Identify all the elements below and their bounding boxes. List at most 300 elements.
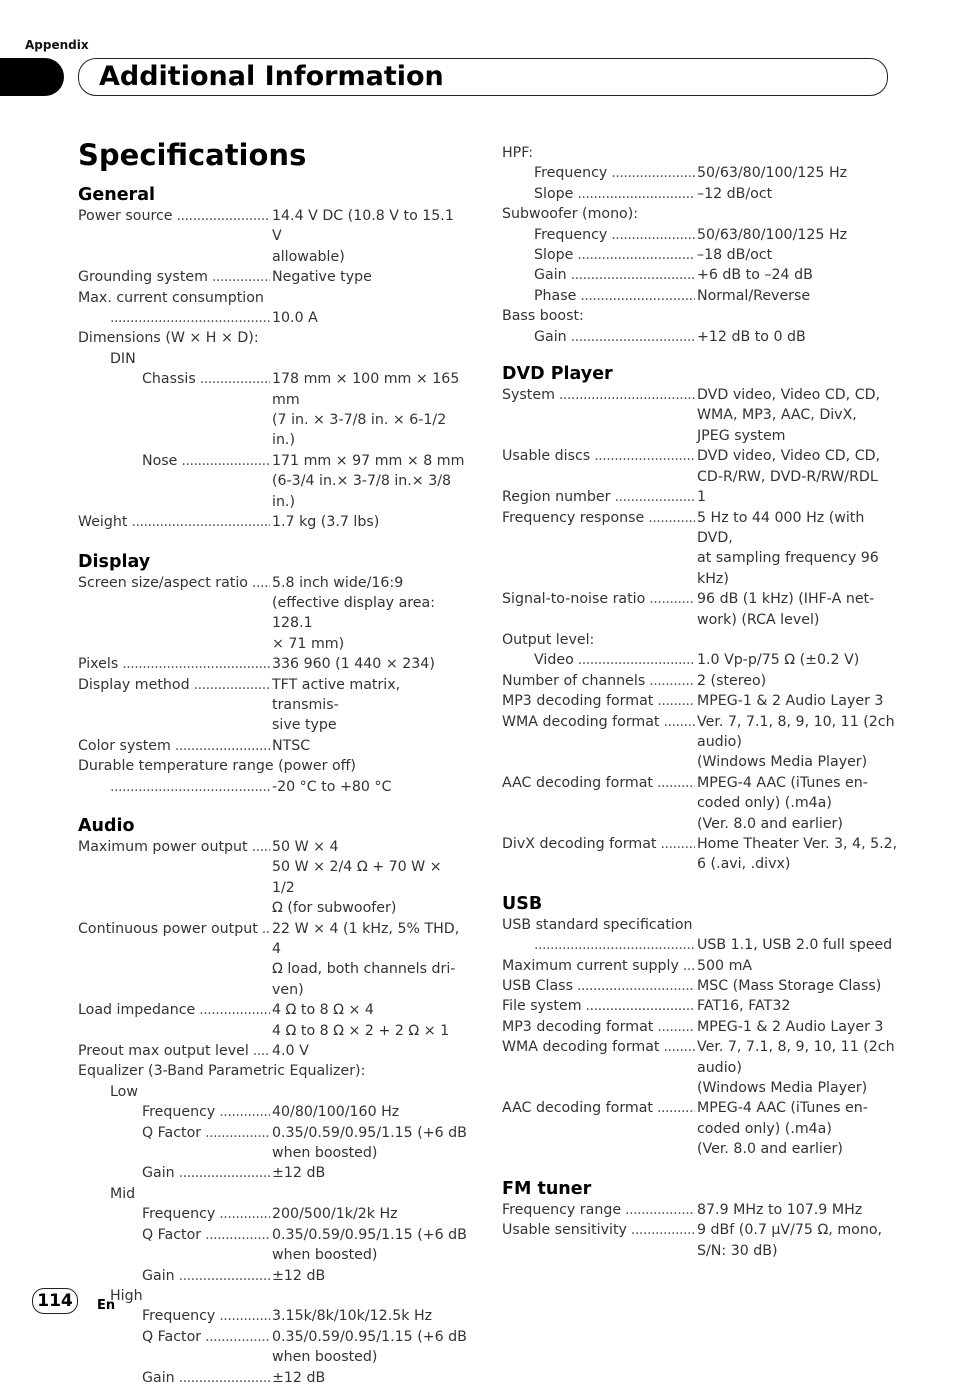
spec-value-line: × 71 mm): [272, 635, 345, 652]
spec-label-text: Gain: [142, 1369, 175, 1386]
spec-value: [270, 1000, 468, 1041]
spec-label-text: Load impedance: [78, 1002, 196, 1019]
leader-dots: [657, 691, 695, 711]
spec-value-line: 40/80/100/160 Hz: [272, 1104, 400, 1121]
spec-row: [502, 184, 902, 204]
spec-label: [502, 1220, 695, 1261]
spec-row: [502, 385, 902, 446]
spec-row: [502, 225, 902, 245]
spec-value-line: 200/500/1k/2k Hz: [272, 1206, 398, 1223]
spec-value-line: 171 mm × 97 mm × 8 mm: [272, 452, 465, 469]
spec-label-text: MP3 decoding format: [502, 693, 654, 710]
leader-dots: [580, 286, 695, 306]
spec-value-line: TFT active matrix, transmis-: [272, 676, 401, 713]
leader-dots: [205, 1123, 270, 1164]
section-tab-marker: [0, 58, 64, 96]
spec-label-text: System: [502, 387, 555, 404]
spec-value-line: -20 °C to +80 °C: [272, 778, 392, 795]
spec-group-label: Low: [110, 1083, 138, 1100]
spec-row: [502, 1017, 902, 1037]
spec-label-text: Usable discs: [502, 448, 591, 465]
leader-dots: [131, 512, 270, 532]
spec-value-line: (Ver. 8.0 and earlier): [697, 1141, 843, 1158]
spec-label: [502, 712, 695, 773]
page-number: 114: [32, 1288, 78, 1314]
spec-label-text: USB Class: [502, 978, 573, 995]
leader-dots: [611, 225, 695, 245]
left-column: [78, 184, 468, 1388]
spec-value-line: 50/63/80/100/125 Hz: [697, 226, 848, 243]
leader-dots: [179, 1266, 270, 1286]
spec-value: [270, 308, 468, 328]
spec-value-line: Ver. 7, 7.1, 8, 9, 10, 11 (2ch: [697, 1039, 895, 1056]
spec-group-label: DIN: [110, 350, 136, 367]
spec-value: [270, 267, 468, 287]
leader-dots: [571, 327, 695, 347]
spec-row: [78, 267, 468, 287]
spec-value: [695, 1200, 902, 1220]
leader-dots: [194, 675, 270, 736]
spec-value: [695, 286, 902, 306]
spec-label: [502, 996, 695, 1016]
spec-value-line: 22 W × 4 (1 kHz, 5% THD, 4: [272, 920, 460, 957]
spec-label: [142, 1368, 270, 1388]
right-column: [502, 143, 902, 1261]
spec-row: [502, 712, 902, 773]
leader-dots: [534, 935, 695, 955]
spec-value-line: (7 in. × 3-7/8 in. × 6-1/2 in.): [272, 412, 447, 449]
spec-row: [502, 487, 902, 507]
leader-dots: [122, 654, 270, 674]
spec-row: [78, 308, 468, 328]
spec-label: [142, 1306, 270, 1326]
leader-dots: [199, 1000, 270, 1041]
spec-label: [502, 446, 695, 487]
leader-dots: [110, 308, 270, 328]
spec-label: [110, 308, 270, 328]
spec-label-text: Chassis: [142, 371, 196, 388]
leader-dots: [252, 837, 270, 919]
spec-value: [270, 1204, 468, 1224]
spec-label: [502, 671, 695, 691]
spacer: [502, 1160, 902, 1178]
spec-row: [502, 834, 902, 875]
spec-label-text: Display method: [78, 676, 190, 693]
spec-value: [270, 1327, 468, 1368]
leader-dots: [219, 1204, 270, 1224]
spec-label: [78, 654, 270, 674]
leader-dots: [253, 1041, 270, 1061]
spec-group-label: Durable temperature range (power off): [78, 758, 356, 775]
spec-label: [502, 976, 695, 996]
spec-value: [695, 446, 902, 487]
section-heading: Display: [78, 551, 151, 572]
spec-label-text: Video: [534, 652, 574, 669]
spec-row: [502, 245, 902, 265]
spec-group-label: Equalizer (3-Band Parametric Equalizer):: [78, 1063, 366, 1080]
spec-label: [502, 691, 695, 711]
spec-value: [695, 935, 902, 955]
spec-row: [78, 451, 468, 512]
spec-label: [110, 777, 270, 797]
spec-group-label: USB standard specification: [502, 916, 693, 933]
spec-label: [502, 1200, 695, 1220]
spec-value: [695, 650, 902, 670]
spec-value-line: MPEG-1 & 2 Audio Layer 3: [697, 1018, 884, 1035]
spec-label: [78, 267, 270, 287]
spec-label-text: Frequency: [142, 1206, 216, 1223]
spec-value-line: 9 dBf (0.7 μV/75 Ω, mono,: [697, 1222, 883, 1239]
spec-value: [695, 671, 902, 691]
spec-value-line: 0.35/0.59/0.95/1.15 (+6 dB: [272, 1124, 467, 1141]
leader-dots: [625, 1200, 695, 1220]
spec-value: [695, 691, 902, 711]
section-heading: FM tuner: [502, 1178, 592, 1199]
spec-value: [695, 508, 902, 590]
spec-value-line: coded only) (.m4a): [697, 1120, 832, 1137]
spec-row: [78, 837, 468, 919]
spec-row: [78, 919, 468, 1001]
spec-label: [78, 919, 270, 1001]
spacer: [502, 875, 902, 893]
spec-label: [142, 1204, 270, 1224]
spec-group-label: Dimensions (W × H × D):: [78, 330, 259, 347]
spec-label: [142, 1327, 270, 1368]
spec-label-text: Weight: [78, 514, 128, 531]
spec-row: [78, 1368, 468, 1388]
spec-value: [270, 1225, 468, 1266]
spec-row: [502, 935, 902, 955]
leader-dots: [661, 834, 696, 875]
spec-label-text: Region number: [502, 489, 611, 506]
spec-label: [78, 206, 270, 267]
spec-value-line: sive type: [272, 717, 337, 734]
spec-label: [534, 286, 695, 306]
spec-label: [534, 225, 695, 245]
leader-dots: [611, 163, 695, 183]
spec-label-text: Slope: [534, 185, 574, 202]
leader-dots: [657, 1017, 695, 1037]
spec-value-line: USB 1.1, USB 2.0 full speed: [697, 937, 893, 954]
spec-value: [695, 1017, 902, 1037]
leader-dots: [631, 1220, 695, 1261]
spec-row: [78, 573, 468, 655]
spec-label-text: Q Factor: [142, 1328, 202, 1345]
spec-row: [78, 512, 468, 532]
spec-value-line: 3.15k/8k/10k/12.5k Hz: [272, 1308, 433, 1325]
leader-dots: [262, 919, 270, 1001]
spec-value-line: (Ver. 8.0 and earlier): [697, 815, 843, 832]
spec-value: [270, 675, 468, 736]
spec-value-line: S/N: 30 dB): [697, 1242, 778, 1259]
leader-dots: [664, 1037, 696, 1098]
spec-label: [502, 956, 695, 976]
spec-value: [270, 451, 468, 512]
leader-dots: [614, 487, 695, 507]
spec-row: [78, 1102, 468, 1122]
spec-row: [502, 671, 902, 691]
spec-value: [270, 512, 468, 532]
spec-group-label: Subwoofer (mono):: [502, 206, 639, 223]
spec-label-text: Maximum power output: [78, 838, 248, 855]
leader-dots: [177, 206, 270, 267]
section-header: [78, 58, 888, 96]
spec-value: [270, 1123, 468, 1164]
spec-value: [695, 184, 902, 204]
spec-label-text: Frequency response: [502, 509, 645, 526]
spec-value-line: 2 (stereo): [697, 672, 767, 689]
spec-label-text: Color system: [78, 737, 171, 754]
spec-label: [534, 650, 695, 670]
spec-row: [78, 1123, 468, 1164]
spec-value-line: kHz): [697, 570, 729, 587]
leader-dots: [559, 385, 695, 446]
spec-value-line: 1: [697, 489, 707, 506]
leader-dots: [252, 573, 270, 655]
spec-value-line: MPEG-1 & 2 Audio Layer 3: [697, 693, 884, 710]
spec-value-line: 6 (.avi, .divx): [697, 856, 791, 873]
spec-row: [502, 1220, 902, 1261]
spec-value-line: 10.0 A: [272, 310, 318, 327]
spec-row: [78, 1266, 468, 1286]
spec-value-line: 1.0 Vp-p/75 Ω (±0.2 V): [697, 652, 860, 669]
spec-label: [502, 385, 695, 446]
spec-label: [502, 487, 695, 507]
leader-dots: [219, 1306, 270, 1326]
leader-dots: [205, 1327, 270, 1368]
spec-row: [502, 650, 902, 670]
spec-value-line: 50/63/80/100/125 Hz: [697, 165, 848, 182]
spec-value-line: when boosted): [272, 1349, 378, 1366]
spec-label-text: Usable sensitivity: [502, 1222, 627, 1239]
spec-value: [270, 1266, 468, 1286]
spec-value: [695, 712, 902, 773]
spec-label: [502, 1037, 695, 1098]
spec-label: [502, 773, 695, 834]
spec-label-text: Q Factor: [142, 1124, 202, 1141]
spec-value-line: (effective display area: 128.1: [272, 594, 436, 632]
spec-label-text: WMA decoding format: [502, 713, 660, 730]
spec-row: [78, 736, 468, 756]
page-title: Specifications: [78, 138, 307, 172]
spec-label-text: MP3 decoding format: [502, 1018, 654, 1035]
spec-label-text: Nose: [142, 452, 178, 469]
spec-value: [695, 327, 902, 347]
spec-label: [502, 1017, 695, 1037]
spec-label: [534, 935, 695, 955]
spec-label-text: Gain: [534, 267, 567, 284]
spec-label: [534, 265, 695, 285]
spec-label-text: Preout max output level: [78, 1043, 249, 1060]
spec-label-text: Slope: [534, 247, 574, 264]
spec-row: [78, 1041, 468, 1061]
spec-label-text: Frequency: [142, 1104, 216, 1121]
section-heading: DVD Player: [502, 364, 613, 385]
spec-value-line: at sampling frequency 96: [697, 550, 879, 567]
leader-dots: [571, 265, 695, 285]
spec-value-line: DVD video, Video CD, CD,: [697, 387, 881, 404]
spec-row: [78, 1163, 468, 1183]
spec-label-text: Grounding system: [78, 269, 208, 286]
spec-row: [502, 286, 902, 306]
spec-value: [270, 206, 468, 267]
spec-value-line: when boosted): [272, 1145, 378, 1162]
spec-value-line: 4 Ω to 8 Ω × 4: [272, 1002, 374, 1019]
spec-value: [270, 1102, 468, 1122]
spec-row: [78, 369, 468, 451]
spec-label: [78, 837, 270, 919]
spec-value-line: 96 dB (1 kHz) (IHF-A net-: [697, 591, 875, 608]
spec-group-label: HPF:: [502, 145, 534, 161]
spec-row: [502, 589, 902, 630]
spec-value-line: –18 dB/oct: [697, 247, 773, 264]
spec-value-line: 4.0 V: [272, 1043, 309, 1060]
spec-value: [695, 834, 902, 875]
spec-row: [78, 206, 468, 267]
spec-value: [695, 773, 902, 834]
leader-dots: [179, 1163, 270, 1183]
leader-dots: [648, 508, 695, 590]
leader-dots: [179, 1368, 270, 1388]
spec-row: [78, 654, 468, 674]
leader-dots: [657, 1098, 695, 1159]
spec-row: [502, 1098, 902, 1159]
spec-value: [270, 1306, 468, 1326]
spec-row: [502, 265, 902, 285]
spec-value-line: work) (RCA level): [697, 611, 820, 628]
spec-value: [695, 265, 902, 285]
spec-value-line: 4 Ω to 8 Ω × 2 + 2 Ω × 1: [272, 1022, 450, 1039]
spec-value-line: 50 W × 2/4 Ω + 70 W × 1/2: [272, 859, 442, 896]
spec-value: [695, 976, 902, 996]
spec-group-label: Output level:: [502, 631, 595, 648]
spec-value: [270, 654, 468, 674]
spec-value-line: 500 mA: [697, 957, 753, 974]
spec-value: [270, 777, 468, 797]
leader-dots: [577, 184, 695, 204]
spec-label-text: WMA decoding format: [502, 1039, 660, 1056]
spec-label-text: Gain: [142, 1267, 175, 1284]
spec-label-text: Continuous power output: [78, 920, 258, 937]
spec-label: [502, 589, 695, 630]
spec-value-line: audio): [697, 733, 742, 750]
leader-dots: [577, 976, 695, 996]
spec-value-line: audio): [697, 1059, 742, 1076]
spec-value: [270, 1041, 468, 1061]
section-heading: General: [78, 185, 155, 205]
spec-value: [695, 1098, 902, 1159]
spec-label-text: Frequency: [534, 226, 608, 243]
section-heading: USB: [502, 893, 543, 914]
spec-value: [270, 919, 468, 1001]
spec-value-line: Ω (for subwoofer): [272, 900, 397, 917]
spec-label: [78, 675, 270, 736]
leader-dots: [664, 712, 696, 773]
spec-label-text: DivX decoding format: [502, 836, 657, 852]
spec-label-text: Frequency range: [502, 1201, 622, 1218]
spec-value: [695, 956, 902, 976]
section-title: Additional Information: [99, 61, 444, 92]
spec-label: [142, 1225, 270, 1266]
spec-row: [502, 691, 902, 711]
spec-group-label: Mid: [110, 1185, 136, 1202]
spec-value-line: 0.35/0.59/0.95/1.15 (+6 dB: [272, 1328, 467, 1345]
spec-row: [78, 1204, 468, 1224]
spec-value-line: MPEG-4 AAC (iTunes en-: [697, 1100, 868, 1117]
spec-label: [534, 184, 695, 204]
spec-value: [695, 245, 902, 265]
spec-group-label: High: [110, 1287, 143, 1304]
spec-value: [695, 589, 902, 630]
spec-label-text: Maximum current supply: [502, 957, 679, 974]
spec-row: [78, 1306, 468, 1326]
appendix-label: Appendix: [25, 38, 89, 52]
spec-row: [502, 446, 902, 487]
spec-value-line: 50 W × 4: [272, 838, 339, 855]
spec-value-line: FAT16, FAT32: [697, 998, 791, 1015]
spec-row: [502, 996, 902, 1016]
spec-value-line: 0.35/0.59/0.95/1.15 (+6 dB: [272, 1226, 467, 1243]
spec-value-line: (6-3/4 in.× 3-7/8 in.× 3/8 in.): [272, 473, 452, 510]
spec-label-text: Gain: [142, 1165, 175, 1182]
spec-value-line: Ver. 7, 7.1, 8, 9, 10, 11 (2ch: [697, 713, 895, 730]
spec-label: [534, 163, 695, 183]
spec-group-label: Bass boost:: [502, 308, 584, 325]
spec-value-line: 14.4 V DC (10.8 V to 15.1 V: [272, 208, 454, 245]
spec-value-line: Ω load, both channels dri-: [272, 961, 456, 978]
spec-value-line: 5.8 inch wide/16:9: [272, 574, 404, 591]
spec-label-text: Power source: [78, 208, 173, 224]
spec-value-line: coded only) (.m4a): [697, 795, 832, 812]
spec-value-line: mm: [272, 391, 300, 408]
spec-label-text: Q Factor: [142, 1226, 202, 1243]
spec-row: [78, 675, 468, 736]
spec-label: [142, 1102, 270, 1122]
spec-value: [695, 996, 902, 1016]
spec-label-text: Frequency: [534, 165, 608, 182]
spec-value-line: ±12 dB: [272, 1165, 326, 1182]
language-code: En: [97, 1298, 116, 1313]
leader-dots: [578, 650, 695, 670]
spec-value-line: 336 960 (1 440 × 234): [272, 656, 435, 673]
spec-value: [270, 837, 468, 919]
spec-label-text: Pixels: [78, 656, 119, 673]
spec-value-line: Negative type: [272, 269, 372, 286]
spec-value-line: JPEG system: [697, 427, 786, 444]
spec-value-line: DVD video, Video CD, CD,: [697, 448, 881, 465]
leader-dots: [205, 1225, 270, 1266]
spec-label-text: AAC decoding format: [502, 1100, 653, 1117]
spec-label-text: Phase: [534, 287, 577, 304]
spec-value: [695, 163, 902, 183]
spec-label: [142, 1163, 270, 1183]
spec-value: [695, 1220, 902, 1261]
leader-dots: [594, 446, 695, 487]
spec-label-text: File system: [502, 998, 582, 1015]
spec-value-line: MSC (Mass Storage Class): [697, 978, 882, 995]
spacer: [78, 797, 468, 815]
leader-dots: [586, 996, 695, 1016]
spec-value-line: 1.7 kg (3.7 lbs): [272, 514, 380, 531]
spec-label-text: Gain: [534, 328, 567, 345]
spec-label-text: Number of channels: [502, 672, 646, 689]
spec-value-line: when boosted): [272, 1247, 378, 1264]
spec-label-text: AAC decoding format: [502, 774, 653, 791]
leader-dots: [649, 589, 695, 630]
spec-value-line: Normal/Reverse: [697, 287, 811, 304]
leader-dots: [212, 267, 270, 287]
spec-value-line: 5 Hz to 44 000 Hz (with DVD,: [697, 509, 865, 546]
